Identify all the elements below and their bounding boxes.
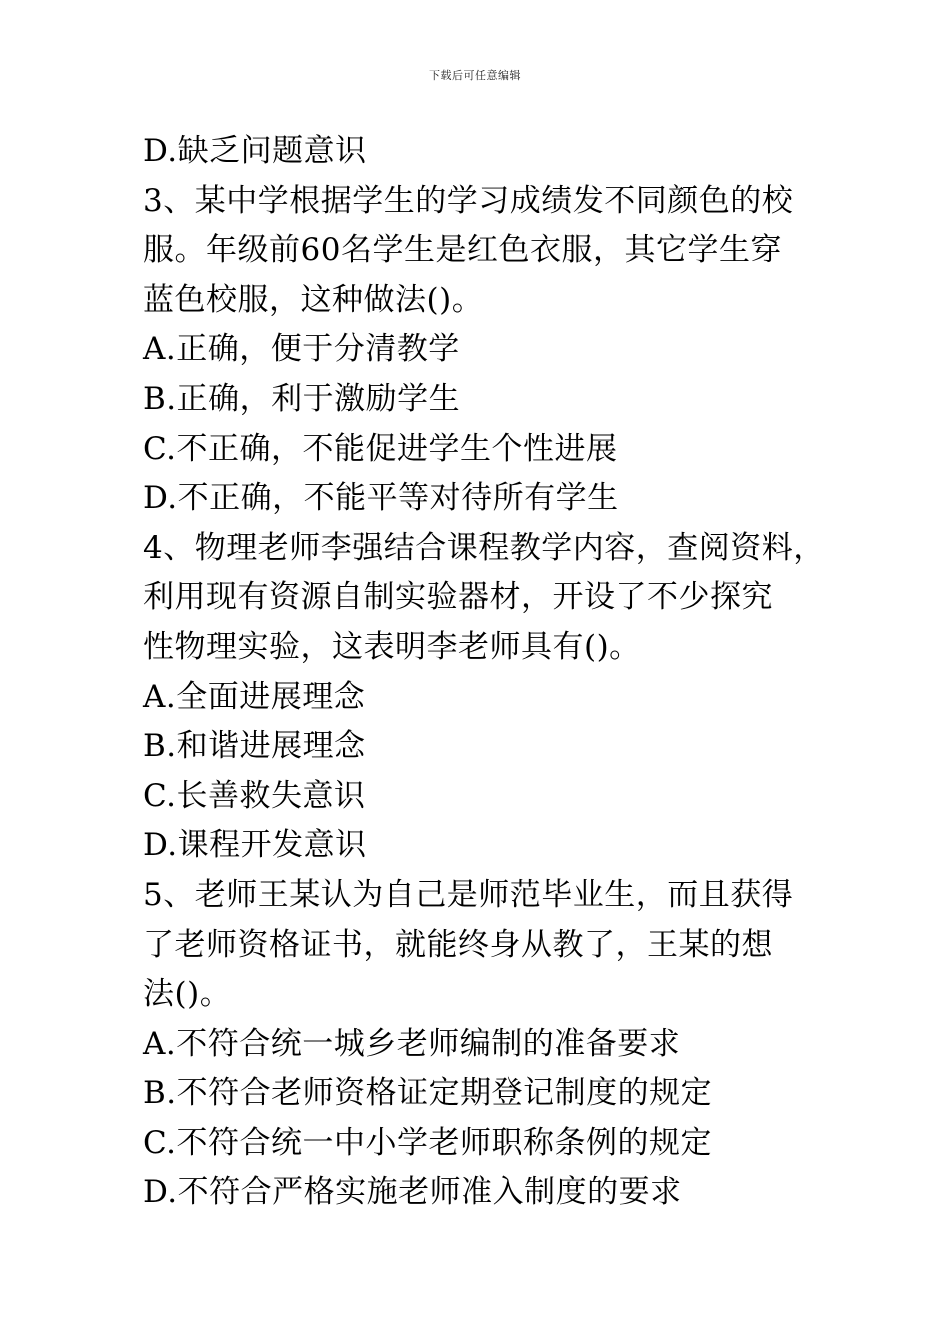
question-3-line-1: 3、某中学根据学生的学习成绩发不同颜色的校 [143,182,794,219]
option-a-q5: A.不符合统一城乡老师编制的准备要求 [143,1025,681,1062]
option-c-q5: C.不符合统一中小学老师职称条例的规定 [143,1124,712,1161]
option-b-q4: B.和谐进展理念 [143,728,366,765]
question-3-line-3: 蓝色校服，这种做法()。 [143,281,484,318]
question-4-line-2: 利用现有资源自制实验器材，开设了不少探究 [143,579,773,616]
header-note: 下载后可任意编辑 [429,69,521,82]
question-5-line-1: 5、老师王某认为自己是师范毕业生，而且获得 [143,876,794,913]
document-body [143,127,843,1218]
question-5-line-2: 了老师资格证书，就能终身从教了，王某的想 [143,926,773,963]
question-5-line-3: 法()。 [143,976,232,1013]
option-c-q4: C.长善救失意识 [143,777,366,814]
option-c-q3: C.不正确，不能促进学生个性进展 [143,430,618,467]
option-a-q4: A.全面进展理念 [143,678,366,715]
option-d-q4: D.课程开发意识 [143,827,367,864]
question-4-line-1: 4、物理老师李强结合课程教学内容，查阅资料， [143,529,825,566]
option-b-q3: B.正确，利于激励学生 [143,380,461,417]
option-d-q2: D.缺乏问题意识 [143,133,367,169]
option-a-q3: A.正确，便于分清教学 [143,331,460,368]
option-d-q3: D.不正确，不能平等对待所有学生 [143,480,619,517]
question-3-line-2: 服。年级前60名学生是红色衣服，其它学生穿 [143,232,782,269]
option-b-q5: B.不符合老师资格证定期登记制度的规定 [143,1075,713,1112]
question-4-line-3: 性物理实验，这表明李老师具有()。 [143,628,641,665]
option-d-q5: D.不符合严格实施老师准入制度的要求 [143,1174,682,1211]
